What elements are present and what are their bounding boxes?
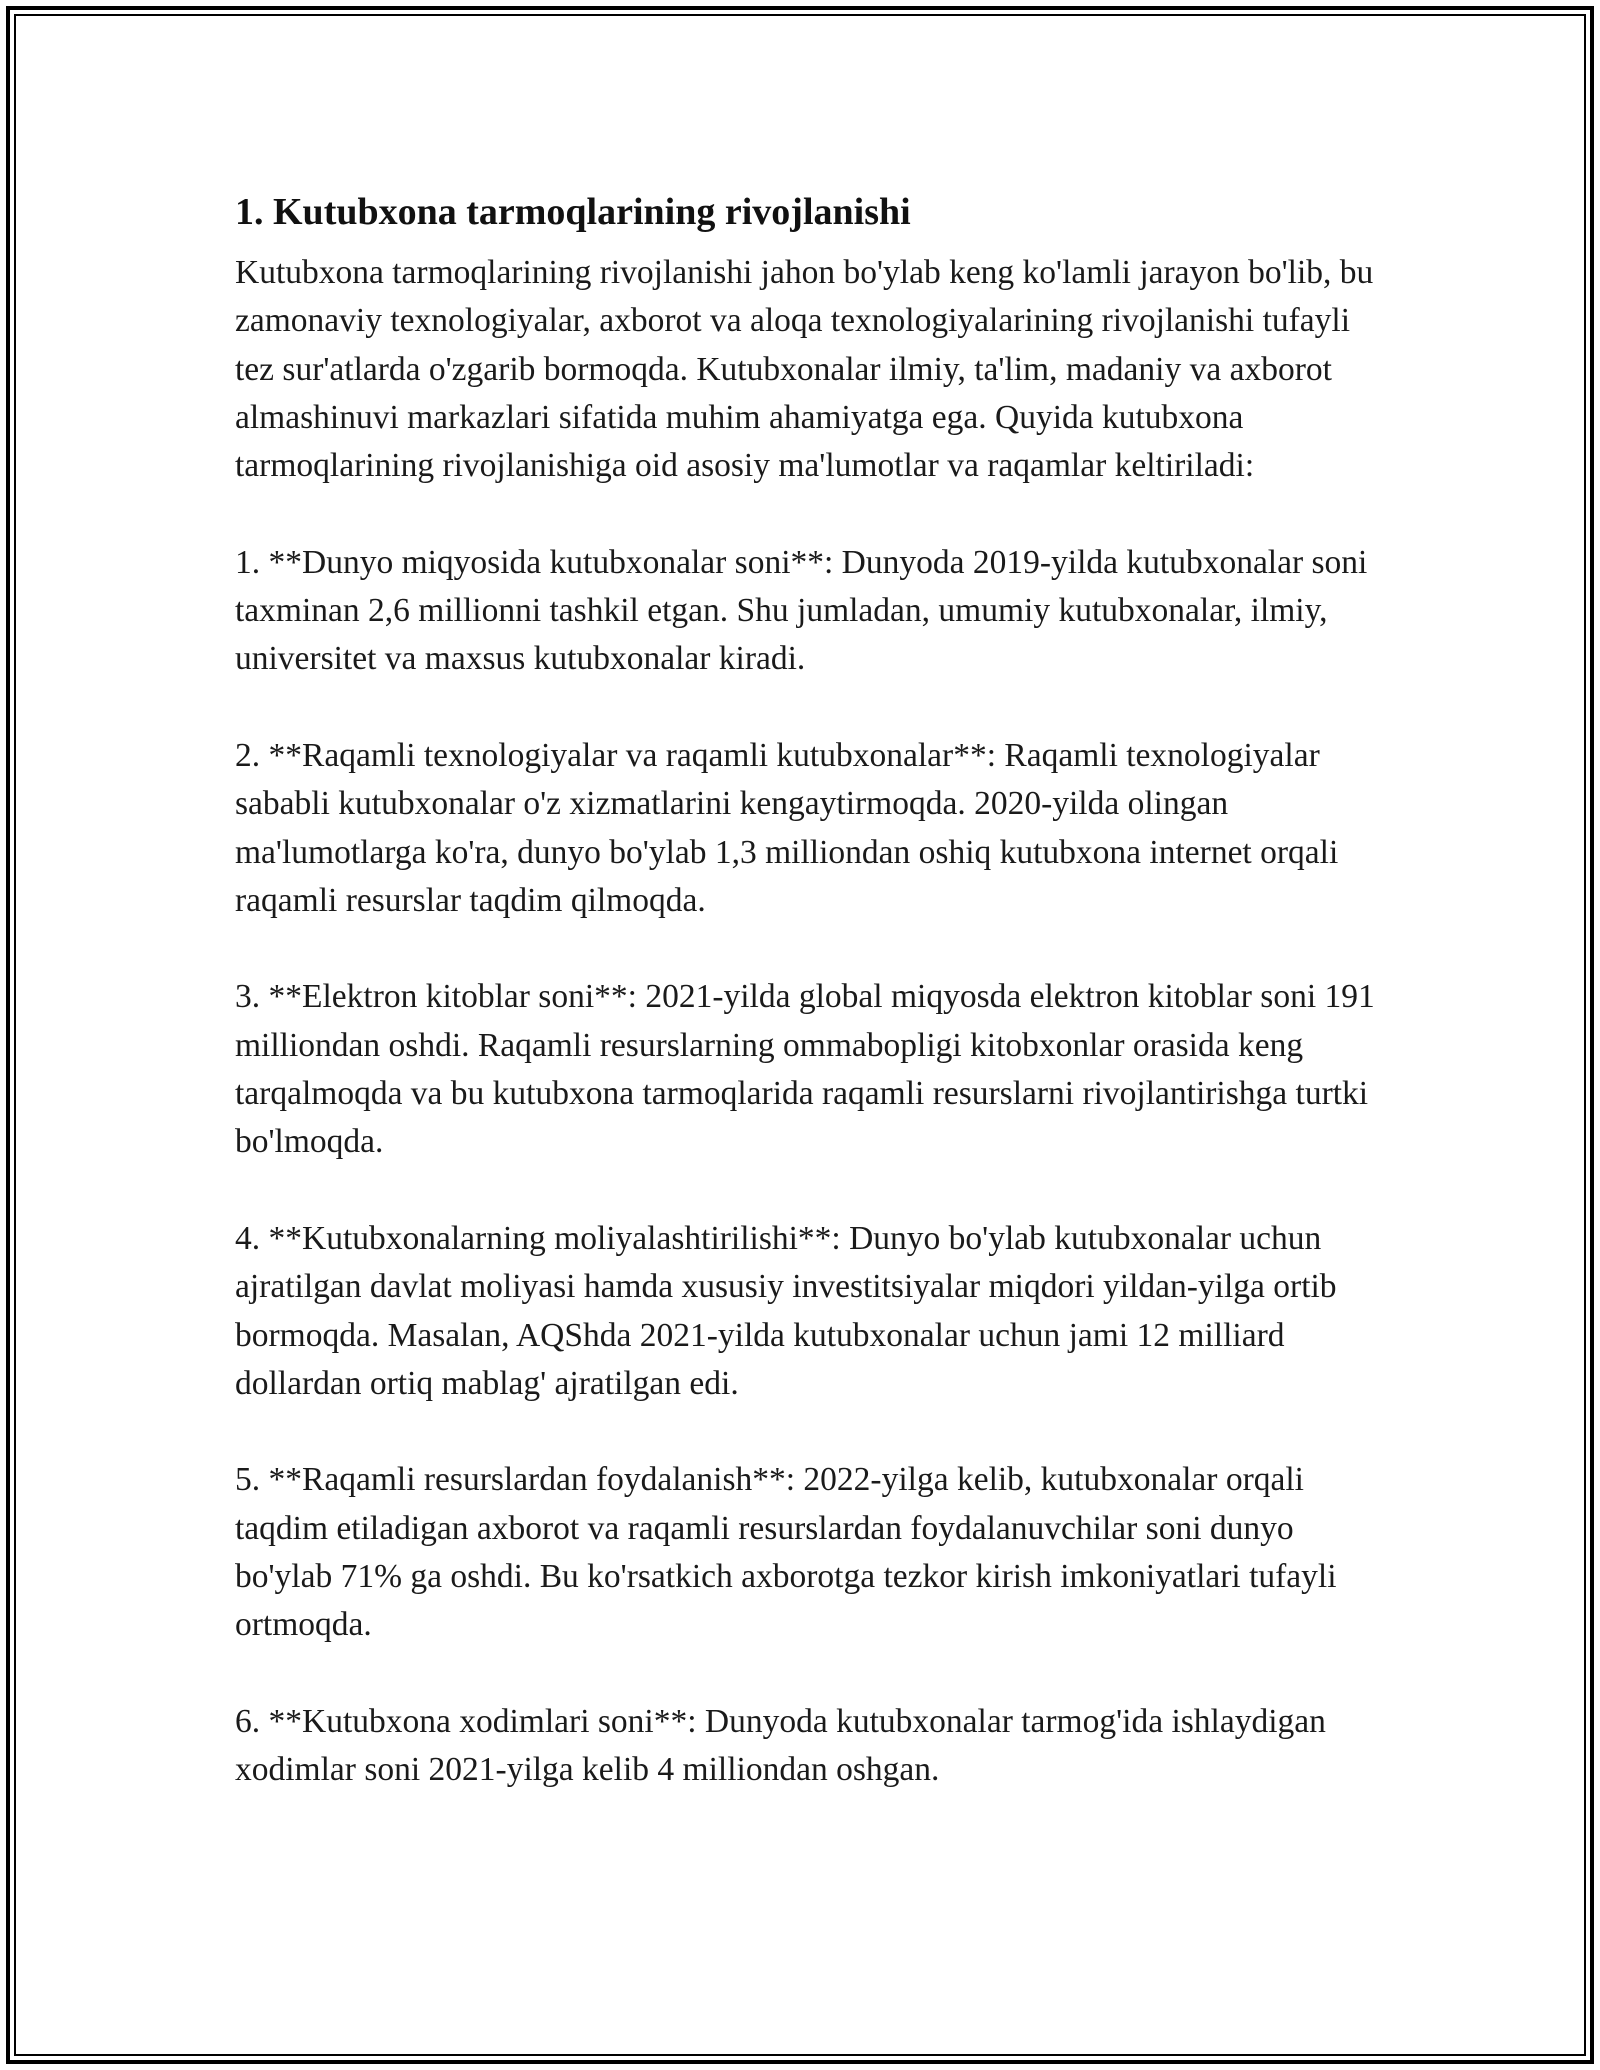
intro-paragraph: Kutubxona tarmoqlarining rivojlanishi jahon bo'ylab keng ko'lamli jarayon bo'lib, bu zamonaviy texnologiyalar, axborot va aloqa texnologiyalarining rivojlanishi tufayli tez sur'atlarda o'zgarib bormoqda. Kutubxonalar ilmiy, ta'lim, madaniy va axborot almashinuvi markazlari sifatida muhim ahamiyatga ega. Quyida kutubxona tarmoqlarining rivojlanishiga oid asosiy ma'lumotlar va raqamlar keltiriladi: [235,254,1374,485]
list-item: 1. **Dunyo miqyosida kutubxonalar soni**: Dunyoda 2019-yilda kutubxonalar soni taxminan 2,6 millionni tashkil etgan. Shu jumladan, umumiy kutubxonalar, ilmiy, universitet va maxsus kutubxonalar kiradi. [235,543,1368,678]
list-item: 4. **Kutubxonalarning moliyalashtirilishi**: Dunyo bo'ylab kutubxonalar uchun ajratilgan davlat moliyasi hamda xususiy investitsiyalar miqdori yildan-yilga ortib bormoqda. Masalan, AQShda 2021-yilda kutubxonalar uchun jami 12 milliard dollardan ortiq mablag' ajratilgan edi. [235,1219,1337,1402]
list-item: 5. **Raqamli resurslardan foydalanish**: 2022-yilga kelib, kutubxonalar orqali taqdim etiladigan axborot va raqamli resurslardan foydalanuvchilar soni dunyo bo'ylab 71% ga oshdi. Bu ko'rsatkich axborotga tezkor kirish imkoniyatlari tufayli ortmoqda. [235,1461,1337,1644]
section-heading: 1. Kutubxona tarmoqlarining rivojlanishi [235,191,911,233]
list-item: 3. **Elektron kitoblar soni**: 2021-yilda global miqyosda elektron kitoblar soni 191 milliondan oshdi. Raqamli resurslarning ommabopligi kitobxonlar orasida keng tarqalmoqda va bu kutubxona tarmoqlarida raqamli resurslarni rivojlantirishga turtki bo'lmoqda. [235,978,1375,1161]
list-item: 2. **Raqamli texnologiyalar va raqamli kutubxonalar**: Raqamli texnologiyalar sababli kutubxonalar o'z xizmatlarini kengaytirmoqda. 2020-yilda olingan ma'lumotlarga ko'ra, dunyo bo'ylab 1,3 milliondan oshiq kutubxona internet orqali raqamli resurslar taqdim qilmoqda. [235,736,1339,919]
list-item: 6. **Kutubxona xodimlari soni**: Dunyoda kutubxonalar tarmog'ida ishlaydigan xodimlar soni 2021-yilga kelib 4 milliondan oshgan. [235,1702,1326,1789]
document-body [235,185,1375,1795]
